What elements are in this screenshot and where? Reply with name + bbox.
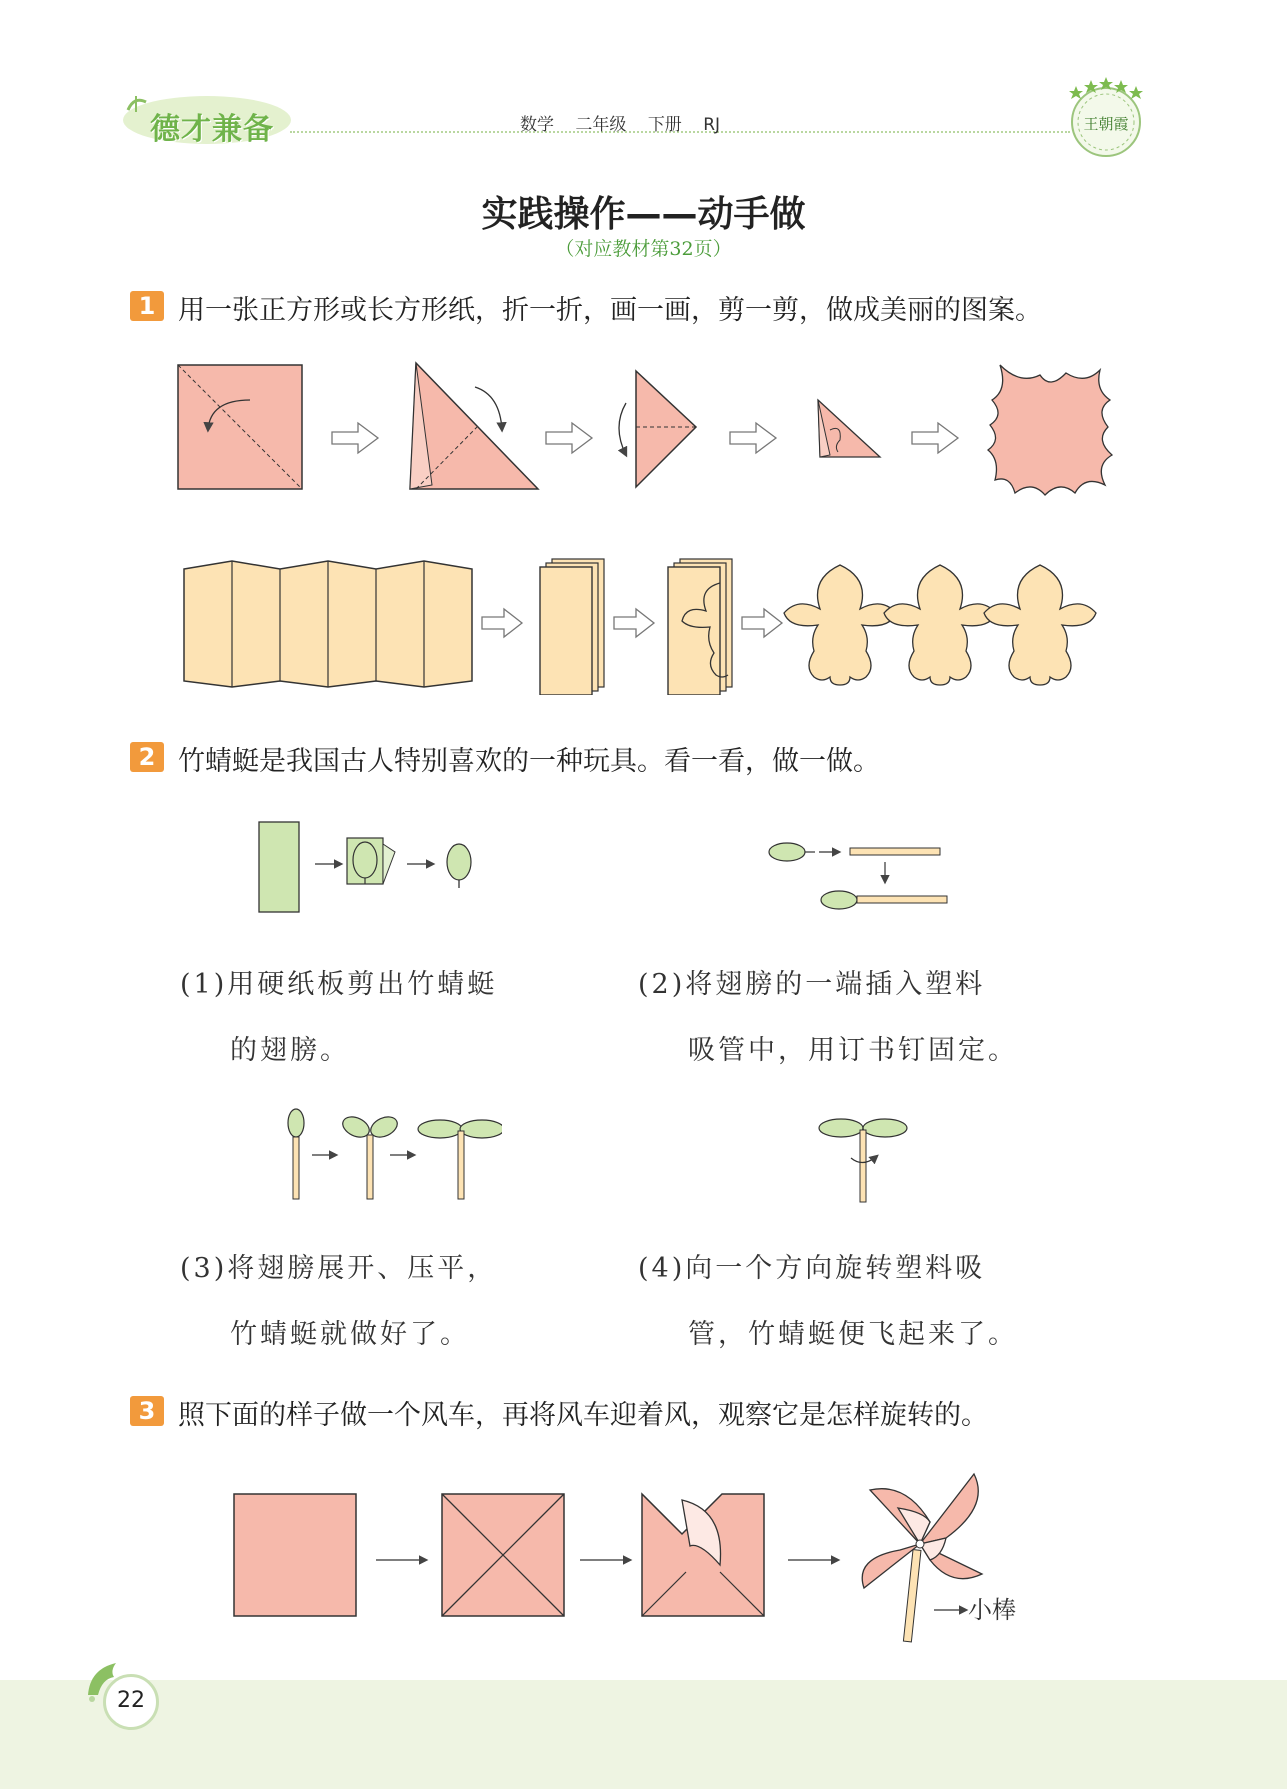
pinwheel-illustration <box>230 1460 1050 1650</box>
series-logo-text: 德才兼备 <box>150 112 274 147</box>
step-2-line-1: (2)将翅膀的一端插入塑料 <box>638 969 986 1000</box>
question-text-2: 竹蜻蜓是我国古人特别喜欢的一种玩具。看一看，做一做。 <box>178 746 880 777</box>
step-4-line-1: (4)向一个方向旋转塑料吸 <box>638 1253 986 1284</box>
straw-insert-illustration <box>765 838 955 918</box>
header-subject: 数学 <box>520 115 554 135</box>
stick-label: 小棒 <box>968 1596 1016 1624</box>
author-badge-text: 王朝霞 <box>1083 115 1129 133</box>
question-number-3: 3 <box>130 1396 164 1426</box>
header-grade: 二年级 <box>575 115 627 135</box>
section-title: 实践操作——动手做 <box>481 194 806 235</box>
step-1-line-2: 的翅膀。 <box>230 1035 350 1066</box>
strip-fold-illustration <box>180 555 1100 695</box>
section-subtitle: （对应教材第32页） <box>555 238 732 260</box>
wing-cut-illustration <box>255 818 485 918</box>
author-badge <box>1064 76 1148 160</box>
square-fold-illustration <box>170 355 1130 505</box>
header-meta <box>520 110 736 135</box>
header-edition: RJ <box>703 115 721 135</box>
step-3-line-2: 竹蜻蜓就做好了。 <box>230 1319 470 1350</box>
question-number-1: 1 <box>130 291 164 321</box>
step-4-line-2: 管，竹蜻蜓便飞起来了。 <box>688 1319 1018 1350</box>
step-2-line-2: 吸管中，用订书钉固定。 <box>688 1035 1018 1066</box>
wing-open-illustration <box>282 1105 502 1205</box>
step-3-line-1: (3)将翅膀展开、压平， <box>180 1253 498 1284</box>
step-1-line-1: (1)用硬纸板剪出竹蜻蜓 <box>180 969 498 1000</box>
footer-band <box>0 1680 1287 1789</box>
question-text-3: 照下面的样子做一个风车，再将风车迎着风，观察它是怎样旋转的。 <box>178 1400 988 1431</box>
header-term: 下册 <box>647 115 682 135</box>
question-number-2: 2 <box>130 742 164 772</box>
question-text-1: 用一张正方形或长方形纸，折一折，画一画，剪一剪，做成美丽的图案。 <box>178 295 1042 326</box>
page-number: 22 <box>117 1688 145 1713</box>
spin-illustration <box>815 1112 915 1207</box>
